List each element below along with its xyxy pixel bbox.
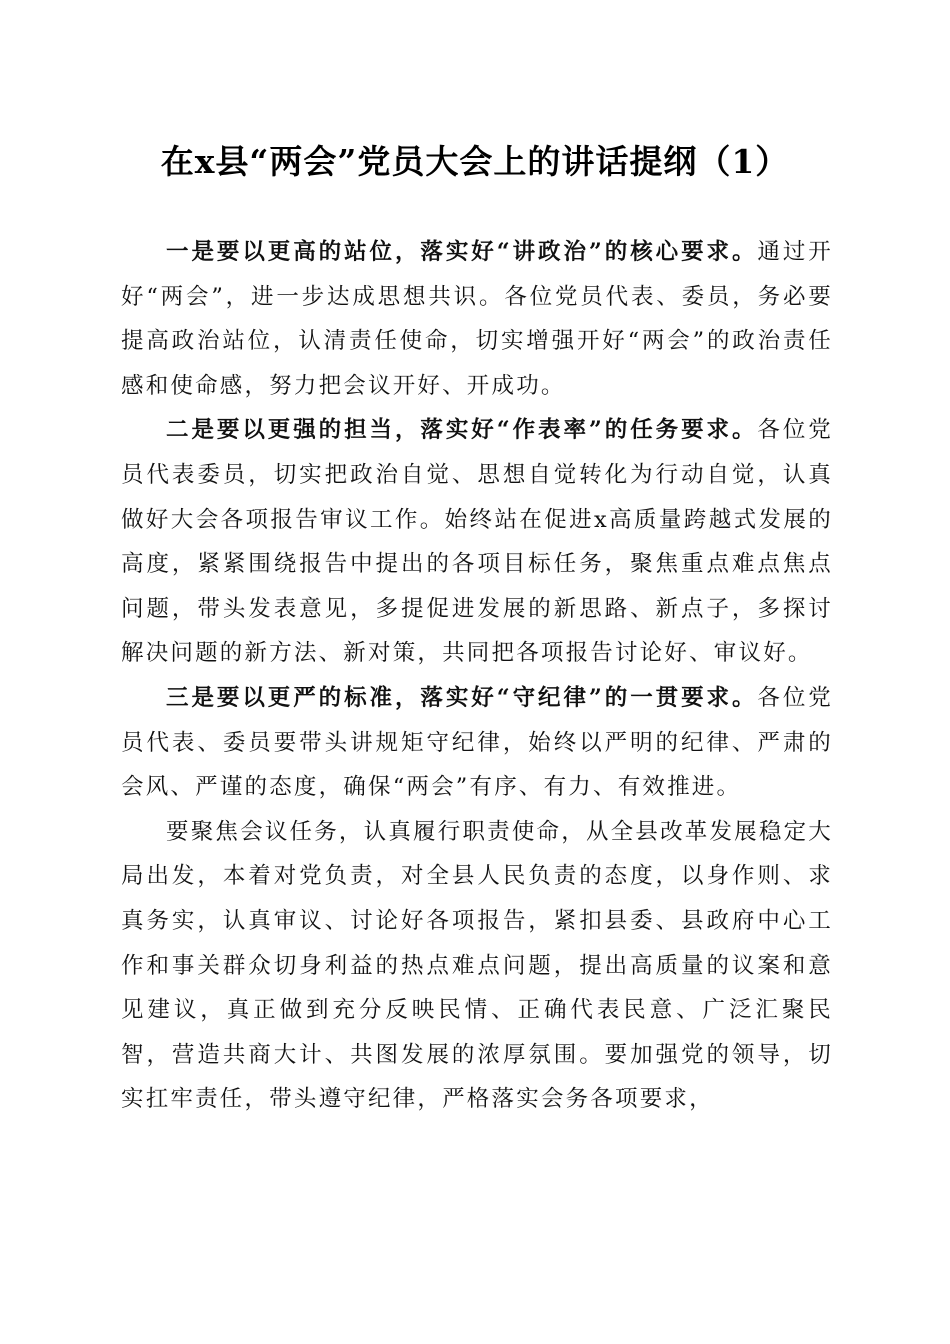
paragraph-4: [121, 810, 833, 1122]
paragraph-text: 各位党员代表委员，切实把政治自觉、思想自觉转化为行动自觉，认真做好大会各项报告审议工作。始终站在促进x高质量跨越式发展的高度，紧紧围绕报告中提出的各项目标任务，聚焦重点难点焦点问题，带头发表意见，多提促进发展的新思路、新点子，多探讨解决问题的新方法、新对策，共同把各项报告讨论好、审议好。: [121, 417, 833, 667]
paragraph-text: 各位党员代表、委员要带头讲规矩守纪律，始终以严明的纪律、严肃的会风、严谨的态度，确保“两会”有序、有力、有效推进。: [121, 684, 833, 801]
paragraph-lead: 二是要以更强的担当，落实好“作表率”的任务要求。: [166, 417, 758, 444]
paragraph-lead: 一是要以更高的站位，落实好“讲政治”的核心要求。: [166, 239, 758, 265]
paragraph-2: [121, 408, 833, 676]
paragraph-text: 要聚焦会议任务，认真履行职责使命，从全县改革发展稳定大局出发，本着对党负责，对全县人民负责的态度，以身作则、求真务实，认真审议、讨论好各项报告，紧扣县委、县政府中心工作和事关群众切身利益的热点难点问题，提出高质量的议案和意见建议，真正做到充分反映民情、正确代表民意、广泛汇聚民智，营造共商大计、共图发展的浓厚氛围。要加强党的领导，切实扛牢责任，带头遵守纪律，严格落实会务各项要求，: [121, 818, 833, 1113]
paragraph-text: 通过开好“两会”，进一步达成思想共识。各位党员代表、委员，务必要提高政治站位，认清责任使命，切实增强开好“两会”的政治责任感和使命感，努力把会议开好、开成功。: [121, 239, 833, 399]
paragraph-lead: 三是要以更严的标准，落实好“守纪律”的一贯要求。: [166, 684, 758, 711]
paragraph-3: [121, 676, 833, 810]
document-body: [121, 230, 833, 1122]
document-title: 在x县“两会”党员大会上的讲话提纲（1）: [160, 142, 790, 181]
paragraph-1: [121, 230, 833, 408]
